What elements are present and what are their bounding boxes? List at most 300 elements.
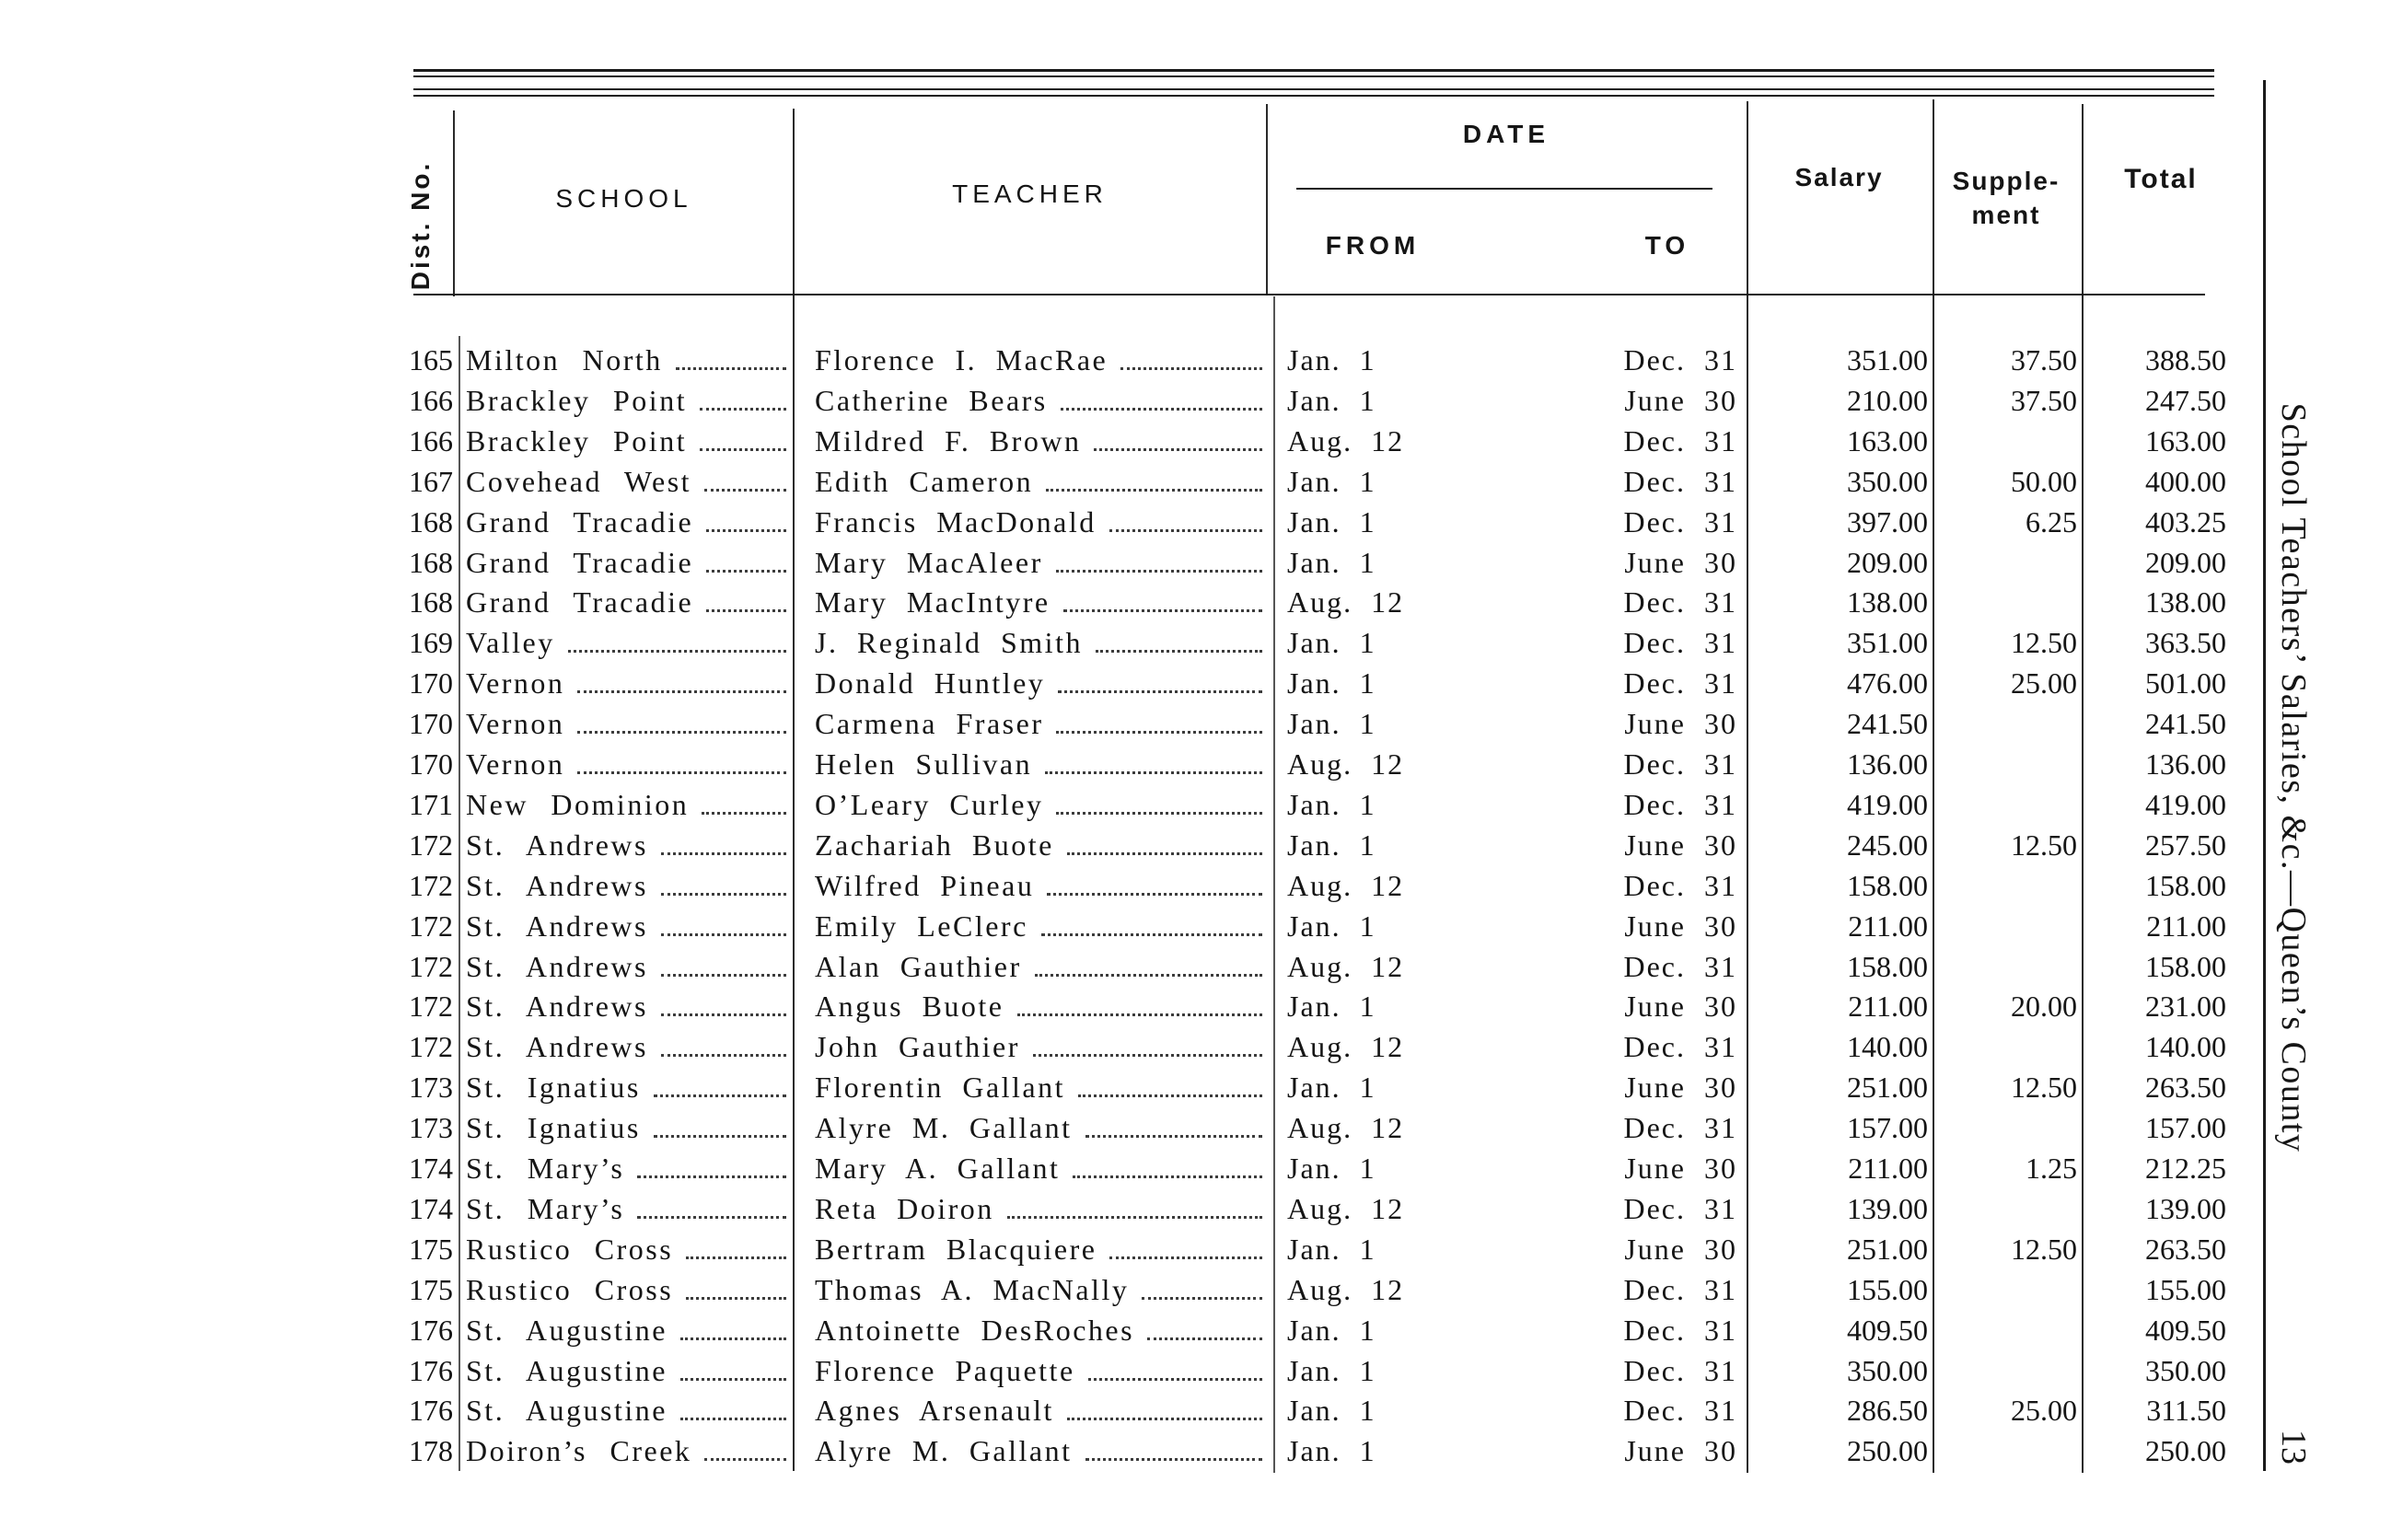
dot-leader — [1147, 1337, 1262, 1340]
supplement-cell: 1.25 — [2026, 1152, 2077, 1185]
date-from-cell: Aug. 12 — [1287, 585, 1405, 619]
date-from-cell: Jan. 1 — [1287, 1434, 1376, 1468]
dot-leader — [1085, 1135, 1263, 1138]
date-from-cell: Aug. 12 — [1287, 1030, 1405, 1064]
supplement-cell: 50.00 — [2011, 464, 2077, 498]
date-to-cell: June 30 — [1624, 828, 1737, 862]
date-to-cell: Dec. 31 — [1623, 949, 1737, 983]
teacher-cell — [815, 946, 1266, 987]
teacher-cell — [815, 340, 1266, 380]
school-cell — [466, 946, 790, 987]
table-row — [0, 1188, 2265, 1229]
school-cell — [466, 1229, 790, 1269]
table-row — [0, 1107, 2265, 1148]
date-to-cell: Dec. 31 — [1623, 504, 1737, 538]
teacher-cell-text: Alan Gauthier — [815, 949, 1022, 983]
dot-leader — [1045, 771, 1262, 774]
to-header: TO — [1644, 231, 1690, 260]
school-cell-text: St. Andrews — [466, 909, 648, 943]
total-cell: 138.00 — [2145, 585, 2226, 619]
school-cell-text: St. Ignatius — [466, 1071, 641, 1105]
teacher-cell-text: Reta Doiron — [815, 1191, 994, 1225]
total-cell: 363.50 — [2145, 626, 2226, 660]
total-cell: 158.00 — [2145, 949, 2226, 983]
teacher-cell — [815, 1430, 1266, 1471]
teacher-cell — [815, 825, 1266, 865]
date-to-cell: June 30 — [1624, 383, 1737, 417]
table-row — [0, 1350, 2265, 1391]
salary-cell: 157.00 — [1847, 1111, 1928, 1145]
date-to-cell: June 30 — [1624, 1071, 1737, 1105]
supplement-cell: 25.00 — [2011, 1394, 2077, 1428]
school-cell-text: Grand Tracadie — [466, 585, 694, 619]
total-cell: 263.50 — [2145, 1071, 2226, 1105]
supplement-cell — [1943, 1026, 2077, 1067]
dot-leader — [702, 812, 786, 815]
school-header: SCHOOL — [555, 184, 692, 213]
salary-cell: 140.00 — [1847, 1030, 1928, 1064]
dot-leader — [704, 489, 786, 492]
teacher-cell-text: Mary MacIntyre — [815, 585, 1051, 619]
date-from-cell: Aug. 12 — [1287, 868, 1405, 902]
school-cell — [466, 421, 790, 461]
school-cell-text: Rustico Cross — [466, 1272, 674, 1306]
dot-leader — [661, 933, 786, 936]
dist-no-cell: 175 — [409, 1272, 453, 1306]
table-row — [0, 946, 2265, 987]
school-cell-text: New Dominion — [466, 787, 690, 821]
dot-leader — [661, 1054, 786, 1057]
school-cell-text: Valley — [466, 626, 555, 660]
school-cell-text: St. Mary’s — [466, 1191, 625, 1225]
date-to-cell: Dec. 31 — [1623, 464, 1737, 498]
date-from-cell: Aug. 12 — [1287, 423, 1405, 457]
teacher-cell-text: Francis MacDonald — [815, 504, 1097, 538]
dot-leader — [1056, 570, 1262, 573]
supplement-cell: 12.50 — [2011, 828, 2077, 862]
teacher-cell-text: Antoinette DesRoches — [815, 1313, 1135, 1347]
dot-leader — [680, 1378, 786, 1381]
dot-leader — [1094, 448, 1262, 451]
top-rule — [413, 69, 2214, 72]
total-cell: 501.00 — [2145, 666, 2226, 701]
salary-cell: 158.00 — [1847, 949, 1928, 983]
school-cell-text: Vernon — [466, 747, 565, 781]
school-cell — [466, 906, 790, 946]
school-cell-text: Vernon — [466, 666, 565, 701]
salary-cell: 351.00 — [1847, 343, 1928, 376]
table-row — [0, 1229, 2265, 1269]
dot-leader — [1067, 1418, 1262, 1420]
total-cell: 212.25 — [2145, 1152, 2226, 1185]
supplement-cell: 12.50 — [2011, 1071, 2077, 1105]
date-from-cell: Jan. 1 — [1287, 464, 1376, 498]
salary-cell: 350.00 — [1847, 1353, 1928, 1387]
from-header: FROM — [1325, 231, 1421, 260]
school-cell-text: Vernon — [466, 707, 565, 741]
dot-leader — [661, 893, 786, 896]
table-row — [0, 825, 2265, 865]
date-to-cell: Dec. 31 — [1623, 1353, 1737, 1387]
school-cell-text: St. Ignatius — [466, 1111, 641, 1145]
dot-leader — [1035, 974, 1262, 977]
total-cell: 139.00 — [2145, 1191, 2226, 1225]
school-cell — [466, 1026, 790, 1067]
teacher-cell — [815, 380, 1266, 421]
supplement-header-line1: Supple- — [1952, 167, 2061, 195]
teacher-cell-text: Agnes Arsenault — [815, 1394, 1054, 1428]
dot-leader — [654, 1094, 786, 1097]
total-cell: 211.00 — [2146, 909, 2226, 943]
school-cell — [466, 582, 790, 622]
teacher-cell-text: Donald Huntley — [815, 666, 1046, 701]
school-cell — [466, 1107, 790, 1148]
date-header: DATE — [1462, 120, 1550, 148]
school-cell — [466, 1430, 790, 1471]
dist-no-cell: 176 — [409, 1353, 453, 1387]
dist-no-cell: 166 — [409, 423, 453, 457]
teacher-cell — [815, 1310, 1266, 1350]
school-cell — [466, 986, 790, 1026]
teacher-cell — [815, 663, 1266, 703]
salary-cell: 163.00 — [1847, 423, 1928, 457]
teacher-cell — [815, 582, 1266, 622]
school-cell-text: St. Augustine — [466, 1353, 668, 1387]
header-bottom-rule — [413, 294, 2205, 295]
date-to-cell: Dec. 31 — [1623, 1394, 1737, 1428]
teacher-cell-text: Catherine Bears — [815, 383, 1048, 417]
date-from-cell: Jan. 1 — [1287, 545, 1376, 579]
total-cell: 163.00 — [2145, 423, 2226, 457]
date-to-cell: June 30 — [1624, 909, 1737, 943]
date-from-cell: Jan. 1 — [1287, 787, 1376, 821]
dist-no-cell: 174 — [409, 1152, 453, 1185]
teacher-cell-text: Alyre M. Gallant — [815, 1111, 1073, 1145]
date-to-cell: June 30 — [1624, 1232, 1737, 1266]
dot-leader — [1007, 1216, 1262, 1219]
dot-leader — [686, 1256, 786, 1259]
school-cell — [466, 1350, 790, 1391]
table-row — [0, 542, 2265, 583]
date-from-cell: Jan. 1 — [1287, 1232, 1376, 1266]
teacher-cell — [815, 744, 1266, 784]
date-from-cell: Aug. 12 — [1287, 1272, 1405, 1306]
dot-leader — [686, 1297, 786, 1300]
dot-leader — [706, 609, 786, 612]
table-body — [0, 340, 2265, 1474]
supplement-header-line2: ment — [1971, 201, 2041, 229]
dot-leader — [1109, 529, 1262, 532]
table-row — [0, 1310, 2265, 1350]
total-cell: 250.00 — [2145, 1434, 2226, 1468]
dot-leader — [1085, 1458, 1263, 1461]
salary-cell: 139.00 — [1847, 1191, 1928, 1225]
dot-leader — [1058, 690, 1262, 693]
running-head: School Teachers’ Salaries, &c.—Queen’s County — [2274, 402, 2313, 1153]
teacher-cell — [815, 542, 1266, 583]
school-cell — [466, 502, 790, 542]
school-cell — [466, 663, 790, 703]
dist-no-cell: 172 — [409, 949, 453, 983]
dot-leader — [577, 731, 786, 734]
dot-leader — [1033, 1054, 1262, 1057]
supplement-cell: 25.00 — [2011, 666, 2077, 701]
salary-cell: 419.00 — [1847, 787, 1928, 821]
salary-cell: 138.00 — [1847, 585, 1928, 619]
date-from-cell: Jan. 1 — [1287, 1071, 1376, 1105]
salary-cell: 350.00 — [1847, 464, 1928, 498]
school-cell — [466, 542, 790, 583]
supplement-cell: 6.25 — [2026, 504, 2077, 538]
salary-cell: 241.50 — [1847, 707, 1928, 741]
salary-cell: 211.00 — [1848, 1152, 1928, 1185]
dist-no-cell: 175 — [409, 1232, 453, 1266]
school-cell-text: St. Andrews — [466, 1030, 648, 1064]
teacher-cell-text: Angus Buote — [815, 990, 1004, 1024]
school-cell — [466, 703, 790, 744]
school-cell-text: Covehead West — [466, 464, 692, 498]
total-cell: 257.50 — [2145, 828, 2226, 862]
supplement-cell — [1943, 1188, 2077, 1229]
salary-cell: 245.00 — [1847, 828, 1928, 862]
school-cell — [466, 1148, 790, 1188]
table-row — [0, 582, 2265, 622]
teacher-cell — [815, 502, 1266, 542]
dist-no-cell: 174 — [409, 1191, 453, 1225]
date-from-cell: Jan. 1 — [1287, 909, 1376, 943]
teacher-cell-text: Carmena Fraser — [815, 707, 1044, 741]
dot-leader — [1056, 731, 1262, 734]
supplement-header — [1932, 164, 2081, 232]
dot-leader — [1046, 489, 1262, 492]
table-row — [0, 340, 2265, 380]
table-row — [0, 461, 2265, 502]
teacher-header: TEACHER — [952, 179, 1108, 208]
teacher-cell — [815, 1148, 1266, 1188]
dot-leader — [577, 771, 786, 774]
table-row — [0, 906, 2265, 946]
dist-no-cell: 172 — [409, 828, 453, 862]
date-from-cell: Jan. 1 — [1287, 990, 1376, 1024]
dot-leader — [637, 1216, 786, 1219]
total-cell: 311.50 — [2146, 1394, 2226, 1428]
dot-leader — [680, 1337, 786, 1340]
supplement-cell — [1943, 1269, 2077, 1310]
date-underline — [1296, 188, 1712, 190]
dot-leader — [700, 408, 786, 411]
date-to-cell: June 30 — [1624, 1434, 1737, 1468]
dist-no-cell: 172 — [409, 868, 453, 902]
dot-leader — [1017, 1013, 1263, 1016]
date-from-cell: Jan. 1 — [1287, 626, 1376, 660]
dot-leader — [637, 1175, 786, 1178]
total-cell: 155.00 — [2145, 1272, 2226, 1306]
teacher-cell-text: Florentin Gallant — [815, 1071, 1066, 1105]
school-cell — [466, 784, 790, 825]
total-cell: 247.50 — [2145, 383, 2226, 417]
date-to-cell: June 30 — [1624, 545, 1737, 579]
total-cell: 350.00 — [2145, 1353, 2226, 1387]
dist-no-cell: 176 — [409, 1313, 453, 1347]
supplement-cell — [1943, 542, 2077, 583]
salary-cell: 251.00 — [1847, 1232, 1928, 1266]
school-cell-text: Milton North — [466, 343, 663, 376]
teacher-cell-text: Mary MacAleer — [815, 545, 1043, 579]
date-to-cell: Dec. 31 — [1623, 787, 1737, 821]
teacher-cell — [815, 622, 1266, 663]
table-row — [0, 744, 2265, 784]
dot-leader — [1096, 650, 1262, 653]
supplement-cell — [1943, 906, 2077, 946]
teacher-cell — [815, 703, 1266, 744]
salary-cell: 476.00 — [1847, 666, 1928, 701]
supplement-cell: 12.50 — [2011, 1232, 2077, 1266]
teacher-cell-text: Thomas A. MacNally — [815, 1272, 1130, 1306]
salary-cell: 351.00 — [1847, 626, 1928, 660]
salary-cell: 136.00 — [1847, 747, 1928, 781]
total-cell: 403.25 — [2145, 504, 2226, 538]
date-to-cell: Dec. 31 — [1623, 585, 1737, 619]
total-cell: 400.00 — [2145, 464, 2226, 498]
dist-no-cell: 170 — [409, 747, 453, 781]
total-cell: 209.00 — [2145, 545, 2226, 579]
dot-leader — [1109, 1256, 1262, 1259]
school-cell-text: St. Augustine — [466, 1313, 668, 1347]
table-row — [0, 1067, 2265, 1107]
dot-leader — [1120, 367, 1262, 370]
table-row — [0, 1026, 2265, 1067]
school-cell — [466, 380, 790, 421]
teacher-cell-text: Florence I. MacRae — [815, 343, 1109, 376]
date-to-cell: June 30 — [1624, 1152, 1737, 1185]
total-cell: 419.00 — [2145, 787, 2226, 821]
teacher-cell-text: Wilfred Pineau — [815, 868, 1035, 902]
supplement-cell — [1943, 421, 2077, 461]
dist-no-cell: 173 — [409, 1111, 453, 1145]
total-cell: 409.50 — [2145, 1313, 2226, 1347]
dot-leader — [1041, 933, 1262, 936]
supplement-cell: 12.50 — [2011, 626, 2077, 660]
supplement-cell: 37.50 — [2011, 343, 2077, 376]
teacher-cell-text: Mildred F. Brown — [815, 423, 1082, 457]
date-from-cell: Jan. 1 — [1287, 1313, 1376, 1347]
school-cell-text: Rustico Cross — [466, 1232, 674, 1266]
dot-leader — [661, 974, 786, 977]
salary-cell: 155.00 — [1847, 1272, 1928, 1306]
supplement-cell — [1943, 784, 2077, 825]
dist-no-cell: 176 — [409, 1394, 453, 1428]
salary-cell: 251.00 — [1847, 1071, 1928, 1105]
dot-leader — [661, 852, 786, 855]
dot-leader — [661, 1013, 786, 1016]
date-to-cell: Dec. 31 — [1623, 868, 1737, 902]
dist-no-cell: 172 — [409, 1030, 453, 1064]
date-from-cell: Jan. 1 — [1287, 383, 1376, 417]
supplement-cell — [1943, 1350, 2077, 1391]
total-cell: 157.00 — [2145, 1111, 2226, 1145]
date-to-cell: June 30 — [1624, 990, 1737, 1024]
teacher-cell-text: Edith Cameron — [815, 464, 1034, 498]
total-cell: 388.50 — [2145, 343, 2226, 376]
salary-cell: 286.50 — [1847, 1394, 1928, 1428]
school-cell-text: St. Andrews — [466, 868, 648, 902]
date-to-cell: Dec. 31 — [1623, 626, 1737, 660]
salary-header: Salary — [1794, 163, 1884, 191]
table-row — [0, 380, 2265, 421]
table-row — [0, 622, 2265, 663]
table-row — [0, 784, 2265, 825]
school-cell — [466, 340, 790, 380]
dot-leader — [654, 1135, 786, 1138]
date-from-cell: Aug. 12 — [1287, 949, 1405, 983]
salary-cell: 211.00 — [1848, 990, 1928, 1024]
school-cell-text: Grand Tracadie — [466, 504, 694, 538]
teacher-cell — [815, 1188, 1266, 1229]
salary-cell: 158.00 — [1847, 868, 1928, 902]
dist-no-cell: 165 — [409, 343, 453, 376]
date-to-cell: Dec. 31 — [1623, 1111, 1737, 1145]
teacher-cell-text: Helen Sullivan — [815, 747, 1033, 781]
date-to-cell: Dec. 31 — [1623, 666, 1737, 701]
school-cell — [466, 1067, 790, 1107]
teacher-cell-text: Alyre M. Gallant — [815, 1434, 1073, 1468]
salary-cell: 397.00 — [1847, 504, 1928, 538]
dist-no-cell: 173 — [409, 1071, 453, 1105]
school-cell-text: St. Andrews — [466, 990, 648, 1024]
dist-no-cell: 170 — [409, 707, 453, 741]
date-from-cell: Jan. 1 — [1287, 666, 1376, 701]
salary-cell: 409.50 — [1847, 1313, 1928, 1347]
dist-no-cell: 168 — [409, 545, 453, 579]
teacher-cell — [815, 1026, 1266, 1067]
table-row — [0, 986, 2265, 1026]
supplement-cell — [1943, 1107, 2077, 1148]
dot-leader — [1078, 1094, 1262, 1097]
dot-leader — [1142, 1297, 1262, 1300]
table-row — [0, 1390, 2265, 1430]
dist-no-cell: 168 — [409, 585, 453, 619]
school-cell-text: Doiron’s Creek — [466, 1434, 692, 1468]
table-row — [0, 703, 2265, 744]
dot-leader — [700, 448, 786, 451]
teacher-cell — [815, 1350, 1266, 1391]
total-cell: 136.00 — [2145, 747, 2226, 781]
school-cell-text: St. Mary’s — [466, 1152, 625, 1185]
date-to-cell: June 30 — [1624, 707, 1737, 741]
school-cell — [466, 1390, 790, 1430]
dot-leader — [1088, 1378, 1262, 1381]
table-row — [0, 1430, 2265, 1471]
date-from-cell: Jan. 1 — [1287, 1152, 1376, 1185]
salary-cell: 211.00 — [1848, 909, 1928, 943]
dist-no-cell: 167 — [409, 464, 453, 498]
supplement-cell — [1943, 582, 2077, 622]
dot-leader — [704, 1458, 786, 1461]
dist-no-cell: 170 — [409, 666, 453, 701]
school-cell — [466, 1188, 790, 1229]
top-rule — [413, 75, 2214, 77]
date-to-cell: Dec. 31 — [1623, 423, 1737, 457]
school-cell — [466, 744, 790, 784]
date-to-cell: Dec. 31 — [1623, 1030, 1737, 1064]
dist-no-cell: 178 — [409, 1434, 453, 1468]
date-to-cell: Dec. 31 — [1623, 1191, 1737, 1225]
dist-no-cell: 172 — [409, 990, 453, 1024]
teacher-cell — [815, 986, 1266, 1026]
supplement-cell — [1943, 703, 2077, 744]
school-cell-text: Grand Tracadie — [466, 545, 694, 579]
date-from-cell: Jan. 1 — [1287, 707, 1376, 741]
